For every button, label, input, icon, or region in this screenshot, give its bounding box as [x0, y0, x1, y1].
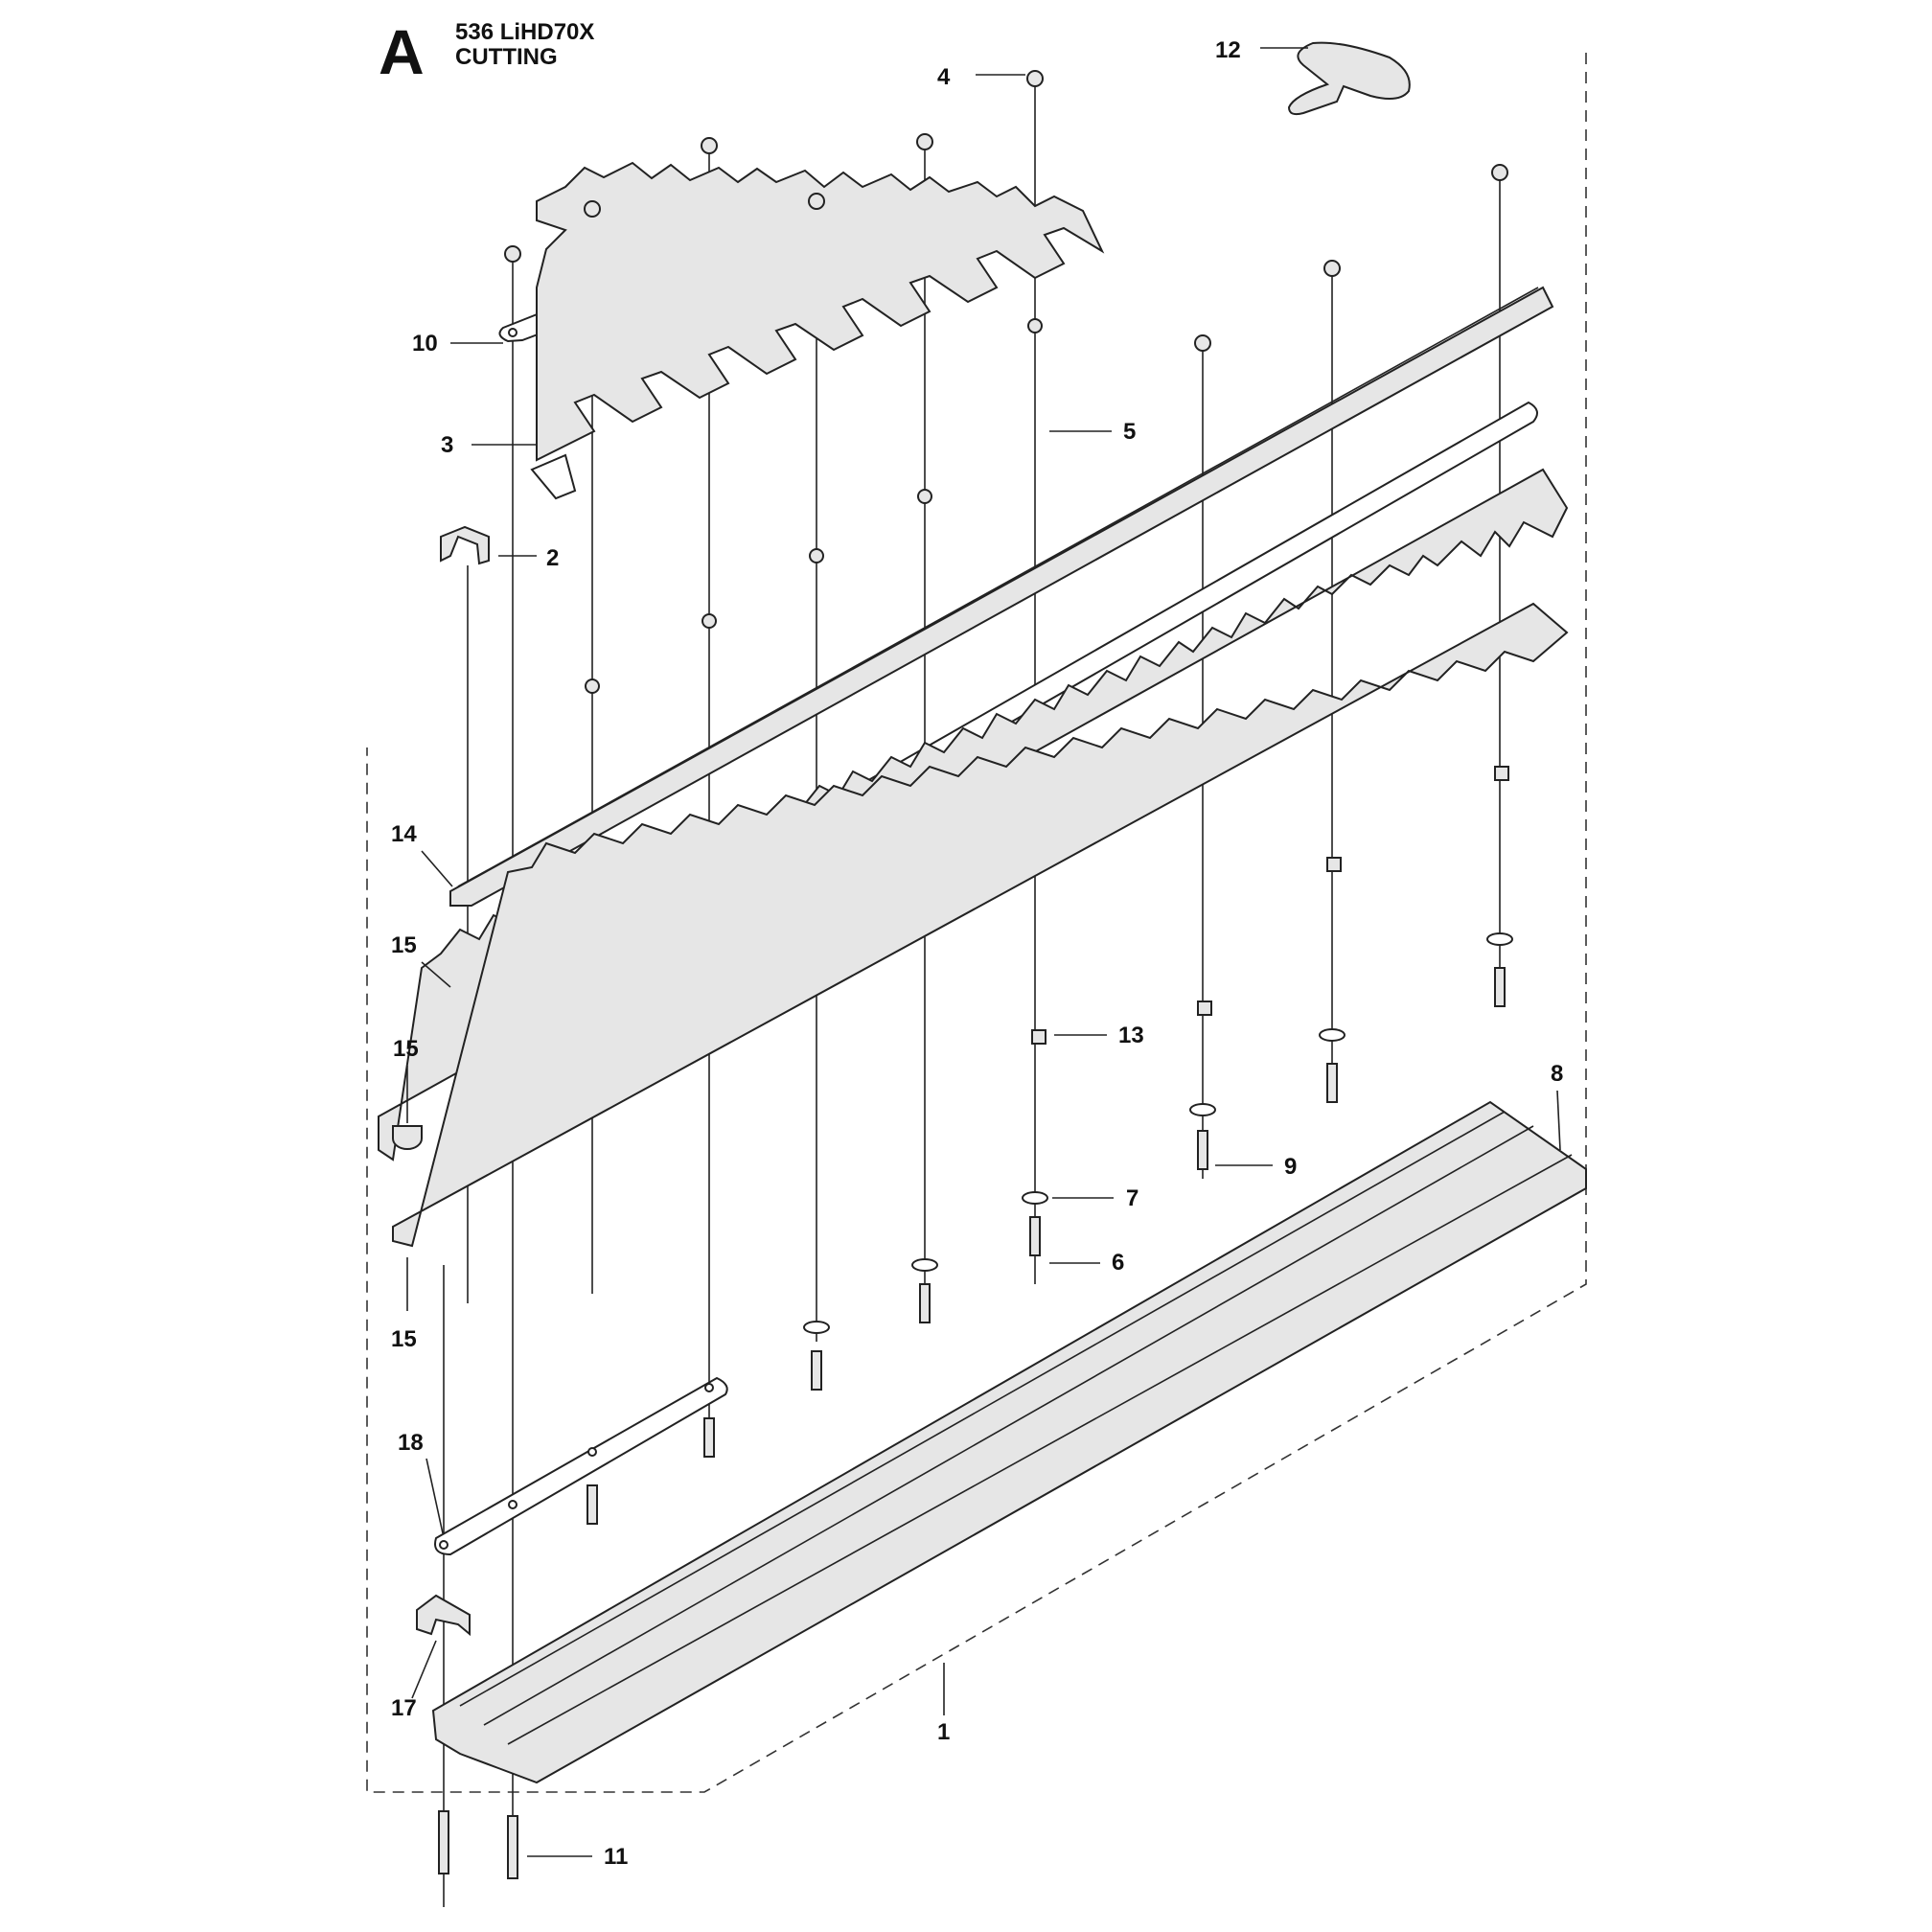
lower-plate-part	[435, 1378, 727, 1554]
svg-text:13: 13	[1118, 1023, 1144, 1048]
button-part	[393, 1126, 422, 1149]
callout-12	[1215, 37, 1308, 63]
svg-text:4: 4	[937, 64, 951, 90]
callout-11	[527, 1844, 628, 1870]
callout-3	[441, 432, 537, 458]
svg-text:14: 14	[391, 821, 417, 847]
svg-text:15: 15	[393, 1036, 419, 1062]
svg-text:11: 11	[604, 1844, 629, 1870]
callout-10	[412, 331, 503, 356]
callout-18	[398, 1430, 443, 1533]
callout-4	[937, 64, 1025, 90]
callout-13	[1054, 1023, 1144, 1048]
callout-1	[937, 1663, 950, 1745]
tool-part	[1289, 43, 1410, 115]
callout-15-lower	[391, 1257, 417, 1352]
svg-text:9: 9	[1284, 1154, 1298, 1180]
svg-text:3: 3	[441, 432, 454, 458]
model-name: 536 LiHD70X	[455, 19, 595, 45]
callout-7	[1052, 1185, 1138, 1211]
svg-text:5: 5	[1123, 419, 1137, 445]
callout-9	[1215, 1154, 1297, 1180]
svg-text:10: 10	[412, 331, 438, 356]
svg-text:17: 17	[391, 1695, 417, 1721]
callout-5	[1049, 419, 1136, 445]
svg-text:15: 15	[391, 1326, 417, 1352]
svg-text:1: 1	[937, 1719, 951, 1745]
svg-text:7: 7	[1126, 1185, 1139, 1211]
callout-2	[498, 545, 559, 571]
callout-8	[1551, 1061, 1563, 1150]
svg-text:2: 2	[546, 545, 560, 571]
svg-text:12: 12	[1215, 37, 1241, 63]
callout-14	[391, 821, 452, 886]
section-letter: A	[379, 16, 425, 87]
svg-text:18: 18	[398, 1430, 424, 1456]
svg-text:8: 8	[1551, 1061, 1564, 1087]
callout-17	[391, 1641, 436, 1721]
diagram-title: CUTTING	[455, 44, 558, 70]
main-blade-part	[379, 470, 1567, 1246]
svg-text:15: 15	[391, 932, 417, 958]
svg-text:6: 6	[1112, 1250, 1125, 1276]
callout-6	[1049, 1250, 1124, 1276]
clip-part	[441, 527, 489, 564]
